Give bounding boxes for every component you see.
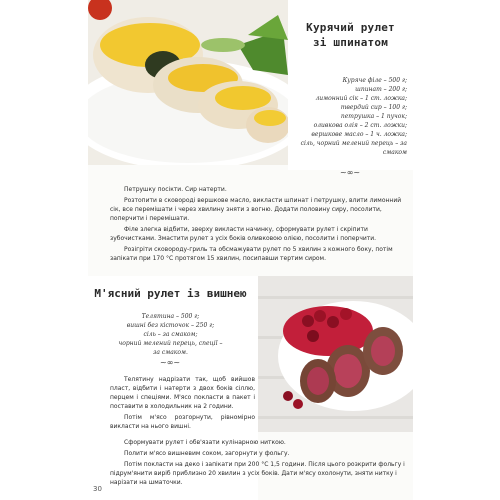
recipe2-step: Телятину надрізати так, щоб вийшов пласт, відбити і натерти з двох боків сіллю, перцем і спеціями. М'ясо покласти в пакет і поставити в холодильник на 2 години. [110,376,255,410]
meat-roll-cherry-photo [258,276,413,432]
right-margin [413,0,500,500]
recipe1-step: Розтопити в сковороді вершкове масло, викласти шпинат і петрушку, влити лимонний сік, все перемішати і через хвилину зняти з вогню. Додати половину сиру, посолити, поперчити і перемішати. [110,197,402,222]
ingredient-item: оливкова олія – 2 ст. ложки; [313,122,407,129]
recipe2-title: М'ясний рулет із вишнею [94,287,247,300]
ingredient-item: лимонний сік – 1 ст. ложка; [315,95,407,102]
ornament-divider-2: ~∞~ [160,358,181,367]
recipe1-title-line1: Курячий рулет [306,21,395,34]
page-number: 30 [93,485,102,493]
ornament-divider-1: ~∞~ [340,168,361,177]
ingredient-item: Куряче філе – 500 г; [342,77,407,84]
recipe1-step: Петрушку посікти. Сир натерти. [124,186,227,193]
left-margin [0,0,88,500]
recipe2-step: Сформувати рулет і обв'язати кулінарною ниткою. [124,439,286,446]
ingredient-item: твердий сир – 100 г; [340,104,407,111]
ingredient-item: вершкове масло – 1 ч. ложка; [311,131,407,138]
ingredient-item: шпинат – 200 г; [355,86,407,93]
recipe2-step: Полити м'ясо вишневим соком, загорнути у фольгу. [124,450,290,457]
ingredient-item: за смаком. [153,349,188,356]
ingredient-item: Телятина – 500 г; [141,313,200,320]
ingredient-item: сіль – за смаком; [143,331,198,338]
recipe1-steps [110,185,410,265]
recipe2-steps-full [110,438,410,489]
recipe2-step: Потім покласти на деко і запікати при 200 °С 1,5 години. Після цього розкрити фольгу і підрум'янити виріб приблизно 20 хвилин з усіх боків. Дати м'ясу охолонути, зняти нитку і нарізати на шматочки. [110,461,405,486]
recipe1-step: Філе злегка відбити, зверху викласти начинку, сформувати рулет і скріпити зубочистками. Змастити рулет з усіх боків оливковою олією, посолити і поперчити. [110,226,377,242]
recipe2-ingredients [88,312,253,357]
chicken-roll-photo [88,0,288,165]
recipe2-step: Потім м'ясо розгорнути, рівномірно викласти на нього вишні. [110,414,255,430]
recipe2-steps-left [110,375,255,433]
ingredient-item: вишні без кісточок – 250 г; [126,322,215,329]
recipe1-title [288,20,413,50]
ingredient-item: сіль, чорний мелений перець – за смаком [300,140,407,156]
recipe1-ingredients [288,76,413,157]
recipe1-step: Розігріти сковороду-гриль та обсмажувати рулет по 5 хвилин з кожного боку, потім запікати при 170 °С протягом 15 хвилин, посипавши тертим сиром. [110,246,393,262]
ingredient-item: чорний мелений перець, спеції – [118,340,223,347]
ingredient-item: петрушка – 1 пучок; [340,113,407,120]
recipe1-title-line2: зі шпинатом [312,36,389,49]
